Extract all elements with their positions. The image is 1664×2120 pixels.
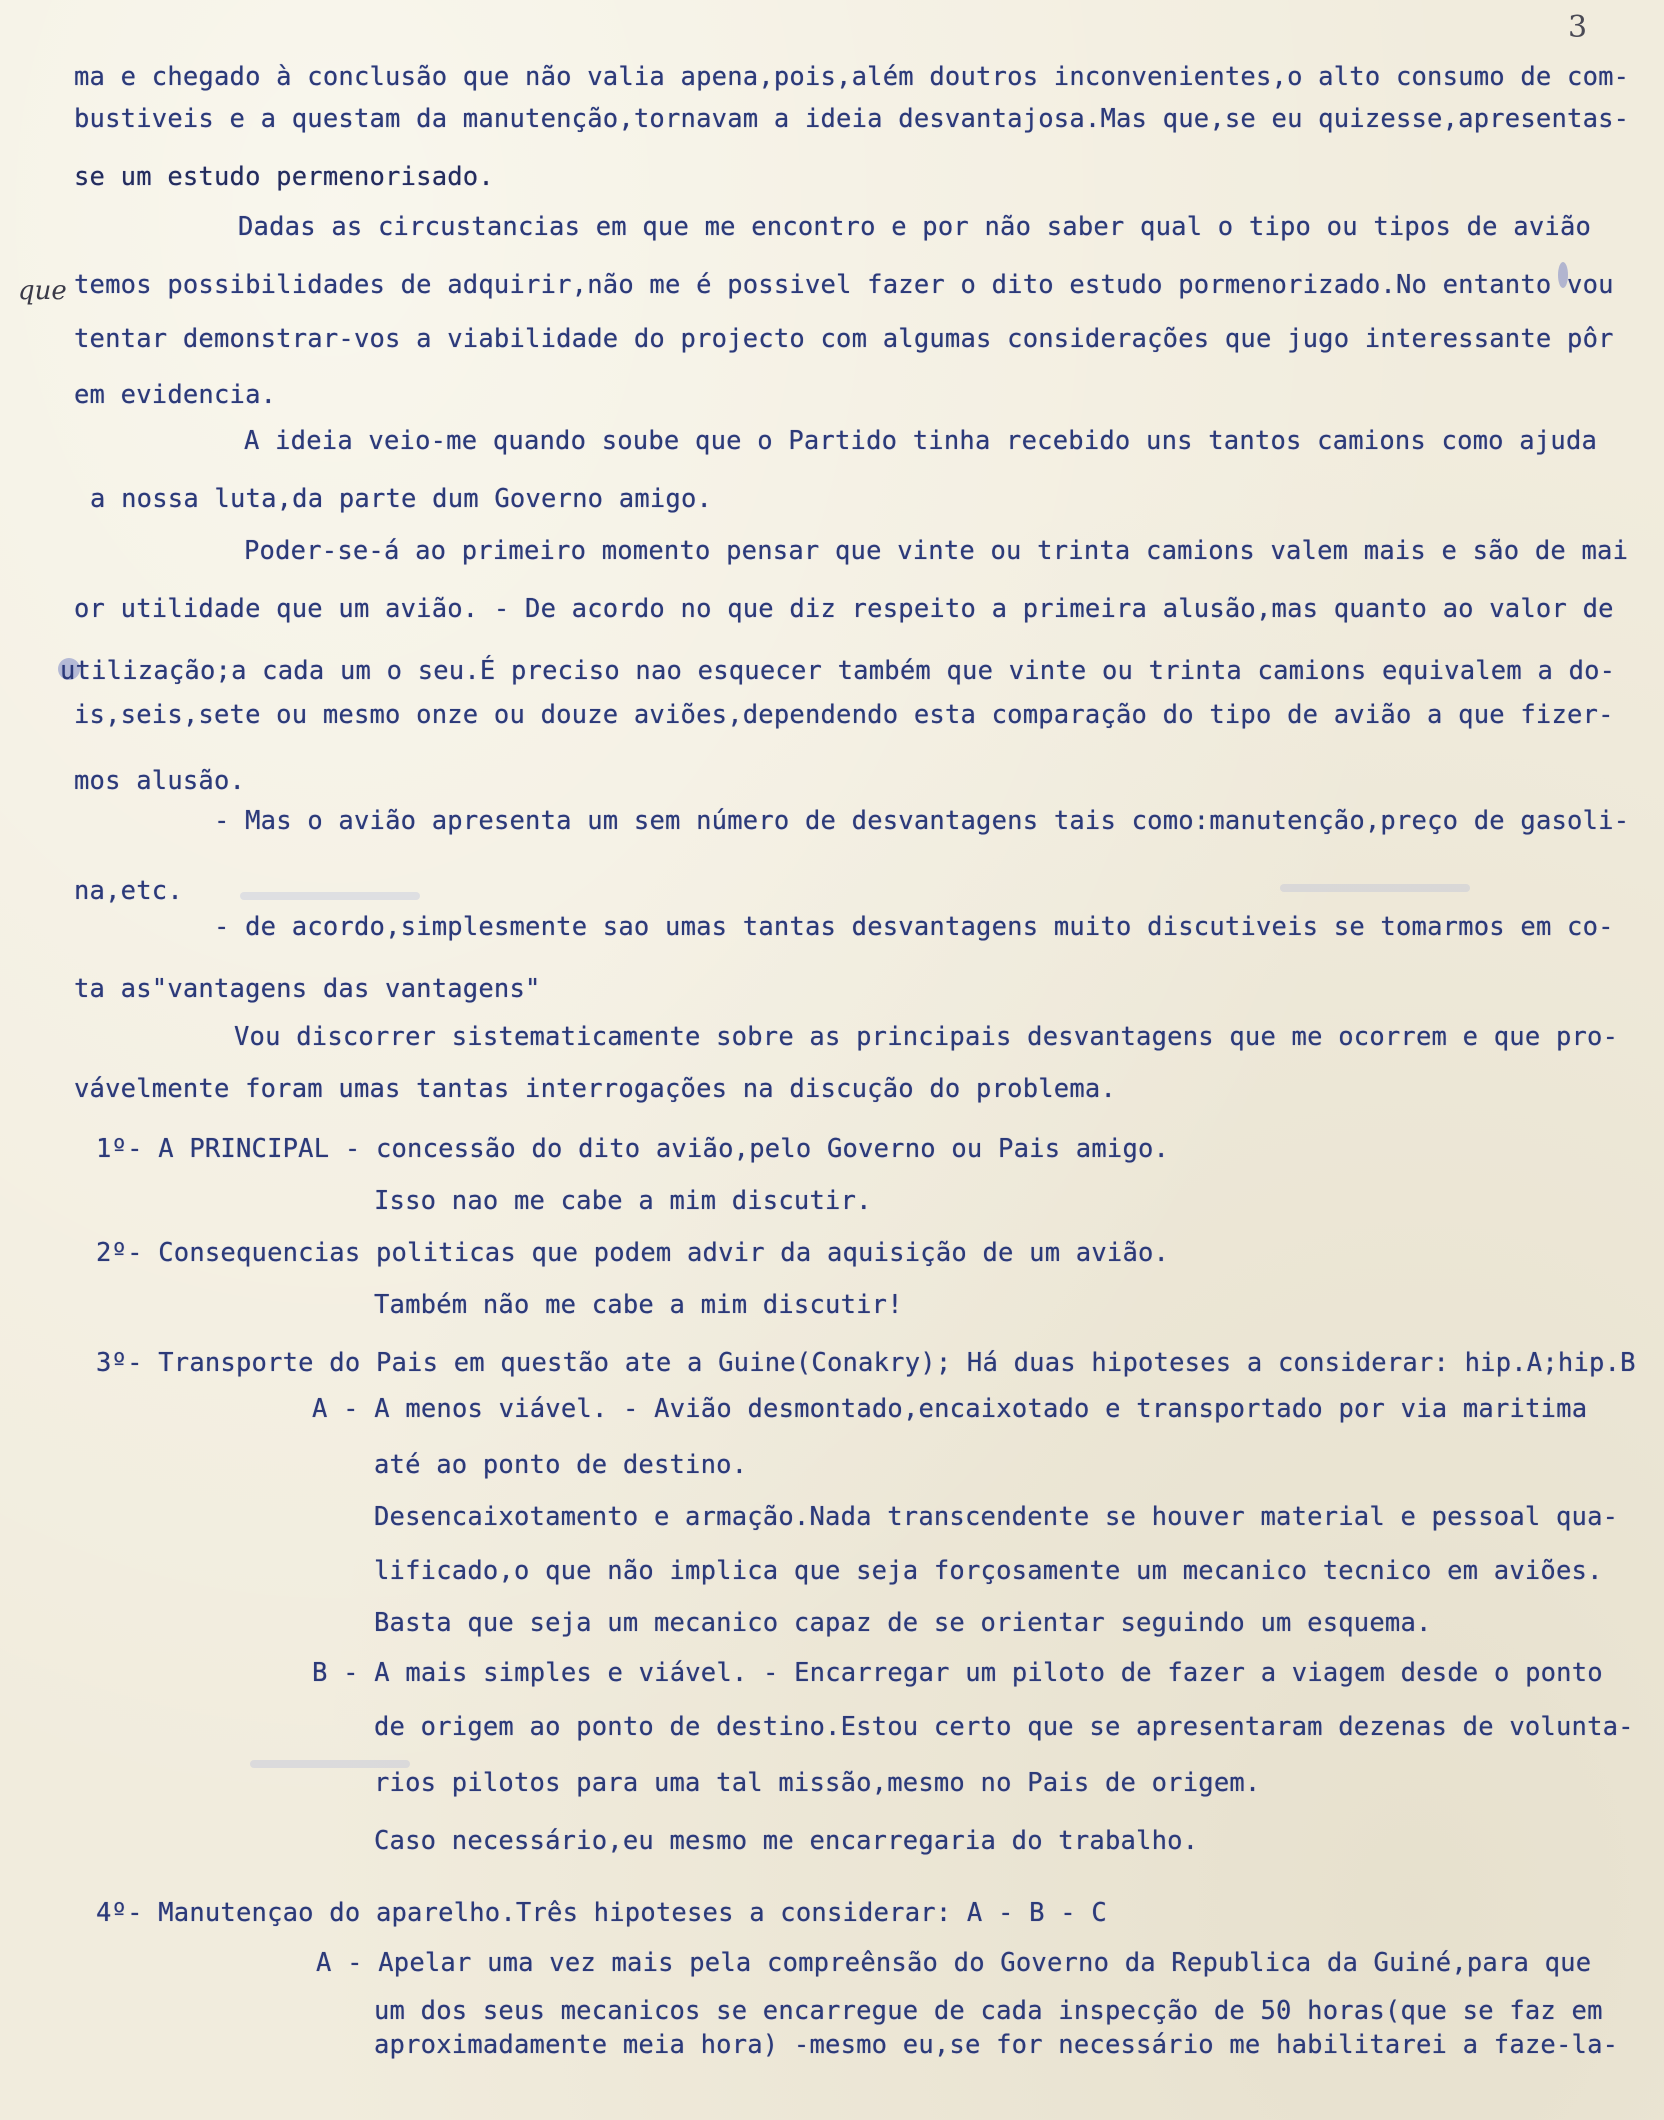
numbered-item: 1º- A PRINCIPAL - concessão do dito avião,pelo Governo ou Pais amigo. [96, 1134, 1170, 1164]
text-line: se um estudo permenorisado. [74, 162, 494, 192]
paper-smudge [240, 892, 420, 900]
text-line: Basta que seja um mecanico capaz de se orientar seguindo um esquema. [374, 1608, 1432, 1638]
text-line: de origem ao ponto de destino.Estou certo que se apresentaram dezenas de volunta- [374, 1712, 1634, 1742]
text-line: - de acordo,simplesmente sao umas tantas desvantagens muito discutiveis se tomarmos em co- [214, 912, 1614, 942]
text-line: rios pilotos para uma tal missão,mesmo no Pais de origem. [374, 1768, 1261, 1798]
text-line: temos possibilidades de adquirir,não me é possivel fazer o dito estudo pormenorizado.No entanto vou [74, 270, 1614, 300]
text-line: or utilidade que um avião. - De acordo no que diz respeito a primeira alusão,mas quanto ao valor de [74, 594, 1614, 624]
text-line: utilização;a cada um o seu.É preciso nao esquecer também que vinte ou trinta camions equivalem a do- [60, 656, 1616, 686]
text-line: is,seis,sete ou mesmo onze ou douze aviões,dependendo esta comparação do tipo de avião a que fizer- [74, 700, 1614, 730]
text-line: Também não me cabe a mim discutir! [374, 1290, 903, 1320]
numbered-item: 4º- Manutençao do aparelho.Três hipoteses a considerar: A - B - C [96, 1898, 1107, 1928]
numbered-item: 2º- Consequencias politicas que podem advir da aquisição de um avião. [96, 1238, 1170, 1268]
paper-smudge [250, 1760, 410, 1768]
text-line: Desencaixotamento e armação.Nada transcendente se houver material e pessoal qua- [374, 1502, 1619, 1532]
text-line: Isso nao me cabe a mim discutir. [374, 1186, 872, 1216]
text-line: mos alusão. [74, 766, 246, 796]
handwritten-margin-note: que [18, 276, 67, 306]
text-line: Poder-se-á ao primeiro momento pensar que vinte ou trinta camions valem mais e são de mai [244, 536, 1629, 566]
text-line: vávelmente foram umas tantas interrogações na discução do problema. [74, 1074, 1117, 1104]
numbered-item: 3º- Transporte do Pais em questão ate a Guine(Conakry); Há duas hipoteses a considerar: hip.A;hip.B [96, 1348, 1636, 1378]
sub-item: A - Apelar uma vez mais pela compreênsão do Governo da Republica da Guiné,para que [316, 1948, 1592, 1978]
text-line: em evidencia. [74, 380, 277, 410]
text-line: - Mas o avião apresenta um sem número de desvantagens tais como:manutenção,preço de gasoli- [214, 806, 1630, 836]
text-line: bustiveis e a questam da manutenção,tornavam a ideia desvantajosa.Mas que,se eu quizesse,apresentas- [74, 104, 1630, 134]
text-line: até ao ponto de destino. [374, 1450, 748, 1480]
text-line: na,etc. [74, 876, 183, 906]
text-line: A ideia veio-me quando soube que o Partido tinha recebido uns tantos camions como ajuda [244, 426, 1598, 456]
page-number: 3 [1568, 10, 1588, 45]
sub-item: A - A menos viável. - Avião desmontado,encaixotado e transportado por via maritima [312, 1394, 1588, 1424]
text-line: Caso necessário,eu mesmo me encarregaria do trabalho. [374, 1826, 1199, 1856]
text-line: ma e chegado à conclusão que não valia apena,pois,além doutros inconvenientes,o alto consumo de com- [74, 62, 1630, 92]
text-line: Vou discorrer sistematicamente sobre as principais desvantagens que me ocorrem e que pro- [234, 1022, 1619, 1052]
text-line: lificado,o que não implica que seja forçosamente um mecanico tecnico em aviões. [374, 1556, 1603, 1586]
text-line: aproximadamente meia hora) -mesmo eu,se for necessário me habilitarei a faze-la- [374, 2030, 1619, 2060]
text-line: ta as"vantagens das vantagens" [74, 974, 541, 1004]
text-line: Dadas as circustancias em que me encontro e por não saber qual o tipo ou tipos de avião [238, 212, 1592, 242]
paper-smudge [1280, 884, 1470, 892]
sub-item: B - A mais simples e viável. - Encarregar um piloto de fazer a viagem desde o ponto [312, 1658, 1603, 1688]
text-line: a nossa luta,da parte dum Governo amigo. [90, 484, 713, 514]
text-line: tentar demonstrar-vos a viabilidade do projecto com algumas considerações que jugo interessante pôr [74, 324, 1614, 354]
text-line: um dos seus mecanicos se encarregue de cada inspecção de 50 horas(que se faz em [374, 1996, 1603, 2026]
